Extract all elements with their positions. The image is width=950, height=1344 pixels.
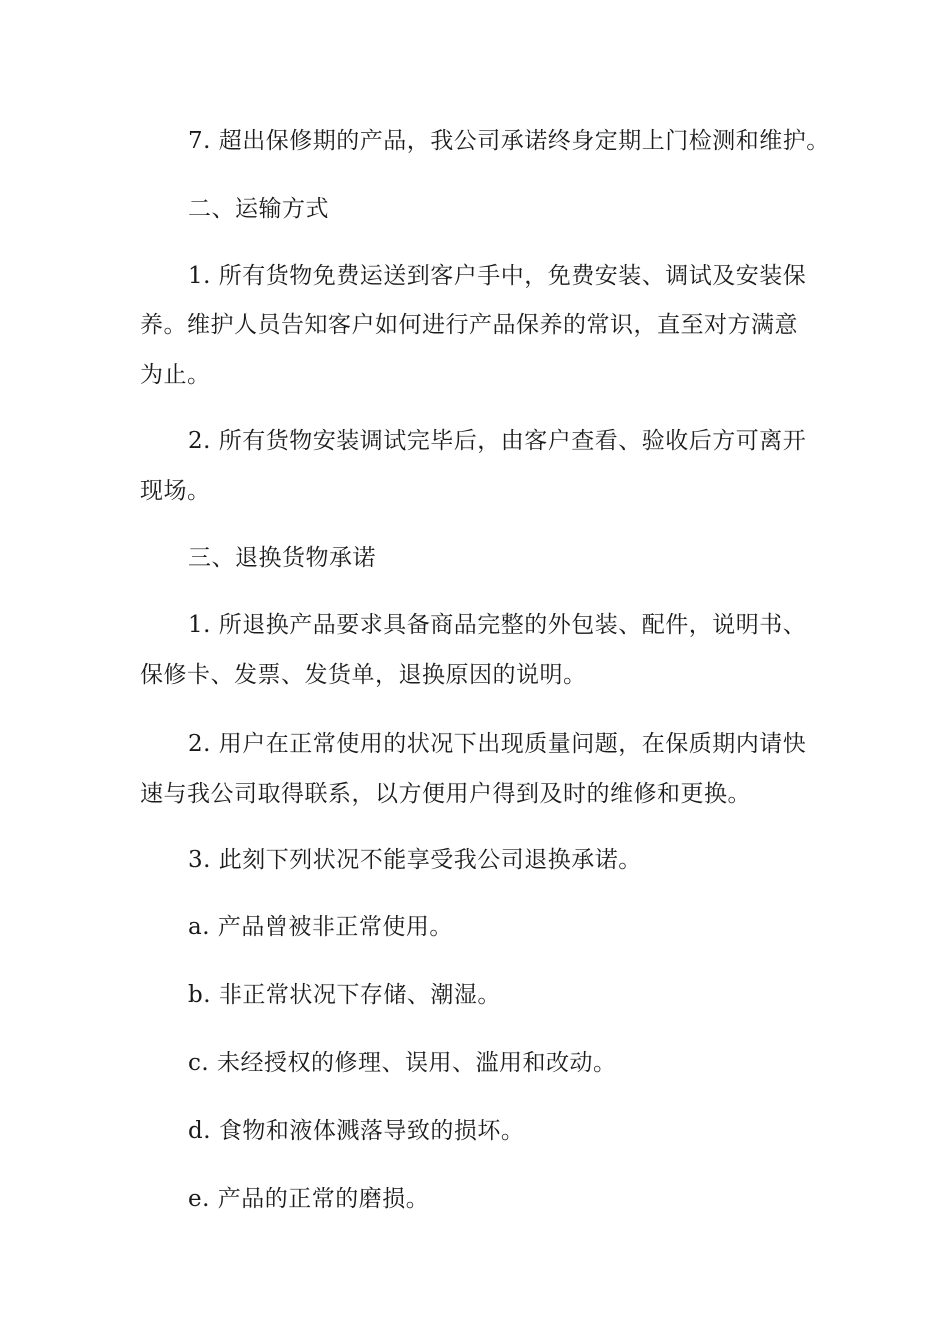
exclusion-item-b: b. 非正常状况下存储、潮湿。 bbox=[188, 982, 501, 1008]
returns-item-2-line-2: 速与我公司取得联系，以方便用户得到及时的维修和更换。 bbox=[140, 781, 751, 807]
transport-item-1-line-3: 为止。 bbox=[140, 362, 211, 388]
returns-item-1-line-1: 1. 所退换产品要求具备商品完整的外包装、配件，说明书、 bbox=[188, 612, 807, 638]
section-heading-transport: 二、运输方式 bbox=[188, 196, 329, 222]
transport-item-1-line-1: 1. 所有货物免费运送到客户手中，免费安装、调试及安装保 bbox=[188, 263, 807, 289]
exclusion-item-e: e. 产品的正常的磨损。 bbox=[188, 1186, 430, 1212]
transport-item-1-line-2: 养。维护人员告知客户如何进行产品保养的常识，直至对方满意 bbox=[140, 312, 798, 338]
exclusion-item-d: d. 食物和液体溅落导致的损坏。 bbox=[188, 1118, 525, 1144]
returns-item-3: 3. 此刻下列状况不能享受我公司退换承诺。 bbox=[188, 847, 642, 873]
section-heading-returns: 三、退换货物承诺 bbox=[188, 545, 376, 571]
returns-item-1-line-2: 保修卡、发票、发货单，退换原因的说明。 bbox=[140, 662, 587, 688]
transport-item-2-line-2: 现场。 bbox=[140, 478, 211, 504]
exclusion-item-c: c. 未经授权的修理、误用、滥用和改动。 bbox=[188, 1050, 617, 1076]
warranty-item-7: 7. 超出保修期的产品，我公司承诺终身定期上门检测和维护。 bbox=[188, 128, 830, 154]
exclusion-item-a: a. 产品曾被非正常使用。 bbox=[188, 914, 453, 940]
returns-item-2-line-1: 2. 用户在正常使用的状况下出现质量问题，在保质期内请快 bbox=[188, 731, 807, 757]
transport-item-2-line-1: 2. 所有货物安装调试完毕后，由客户查看、验收后方可离开 bbox=[188, 428, 807, 454]
